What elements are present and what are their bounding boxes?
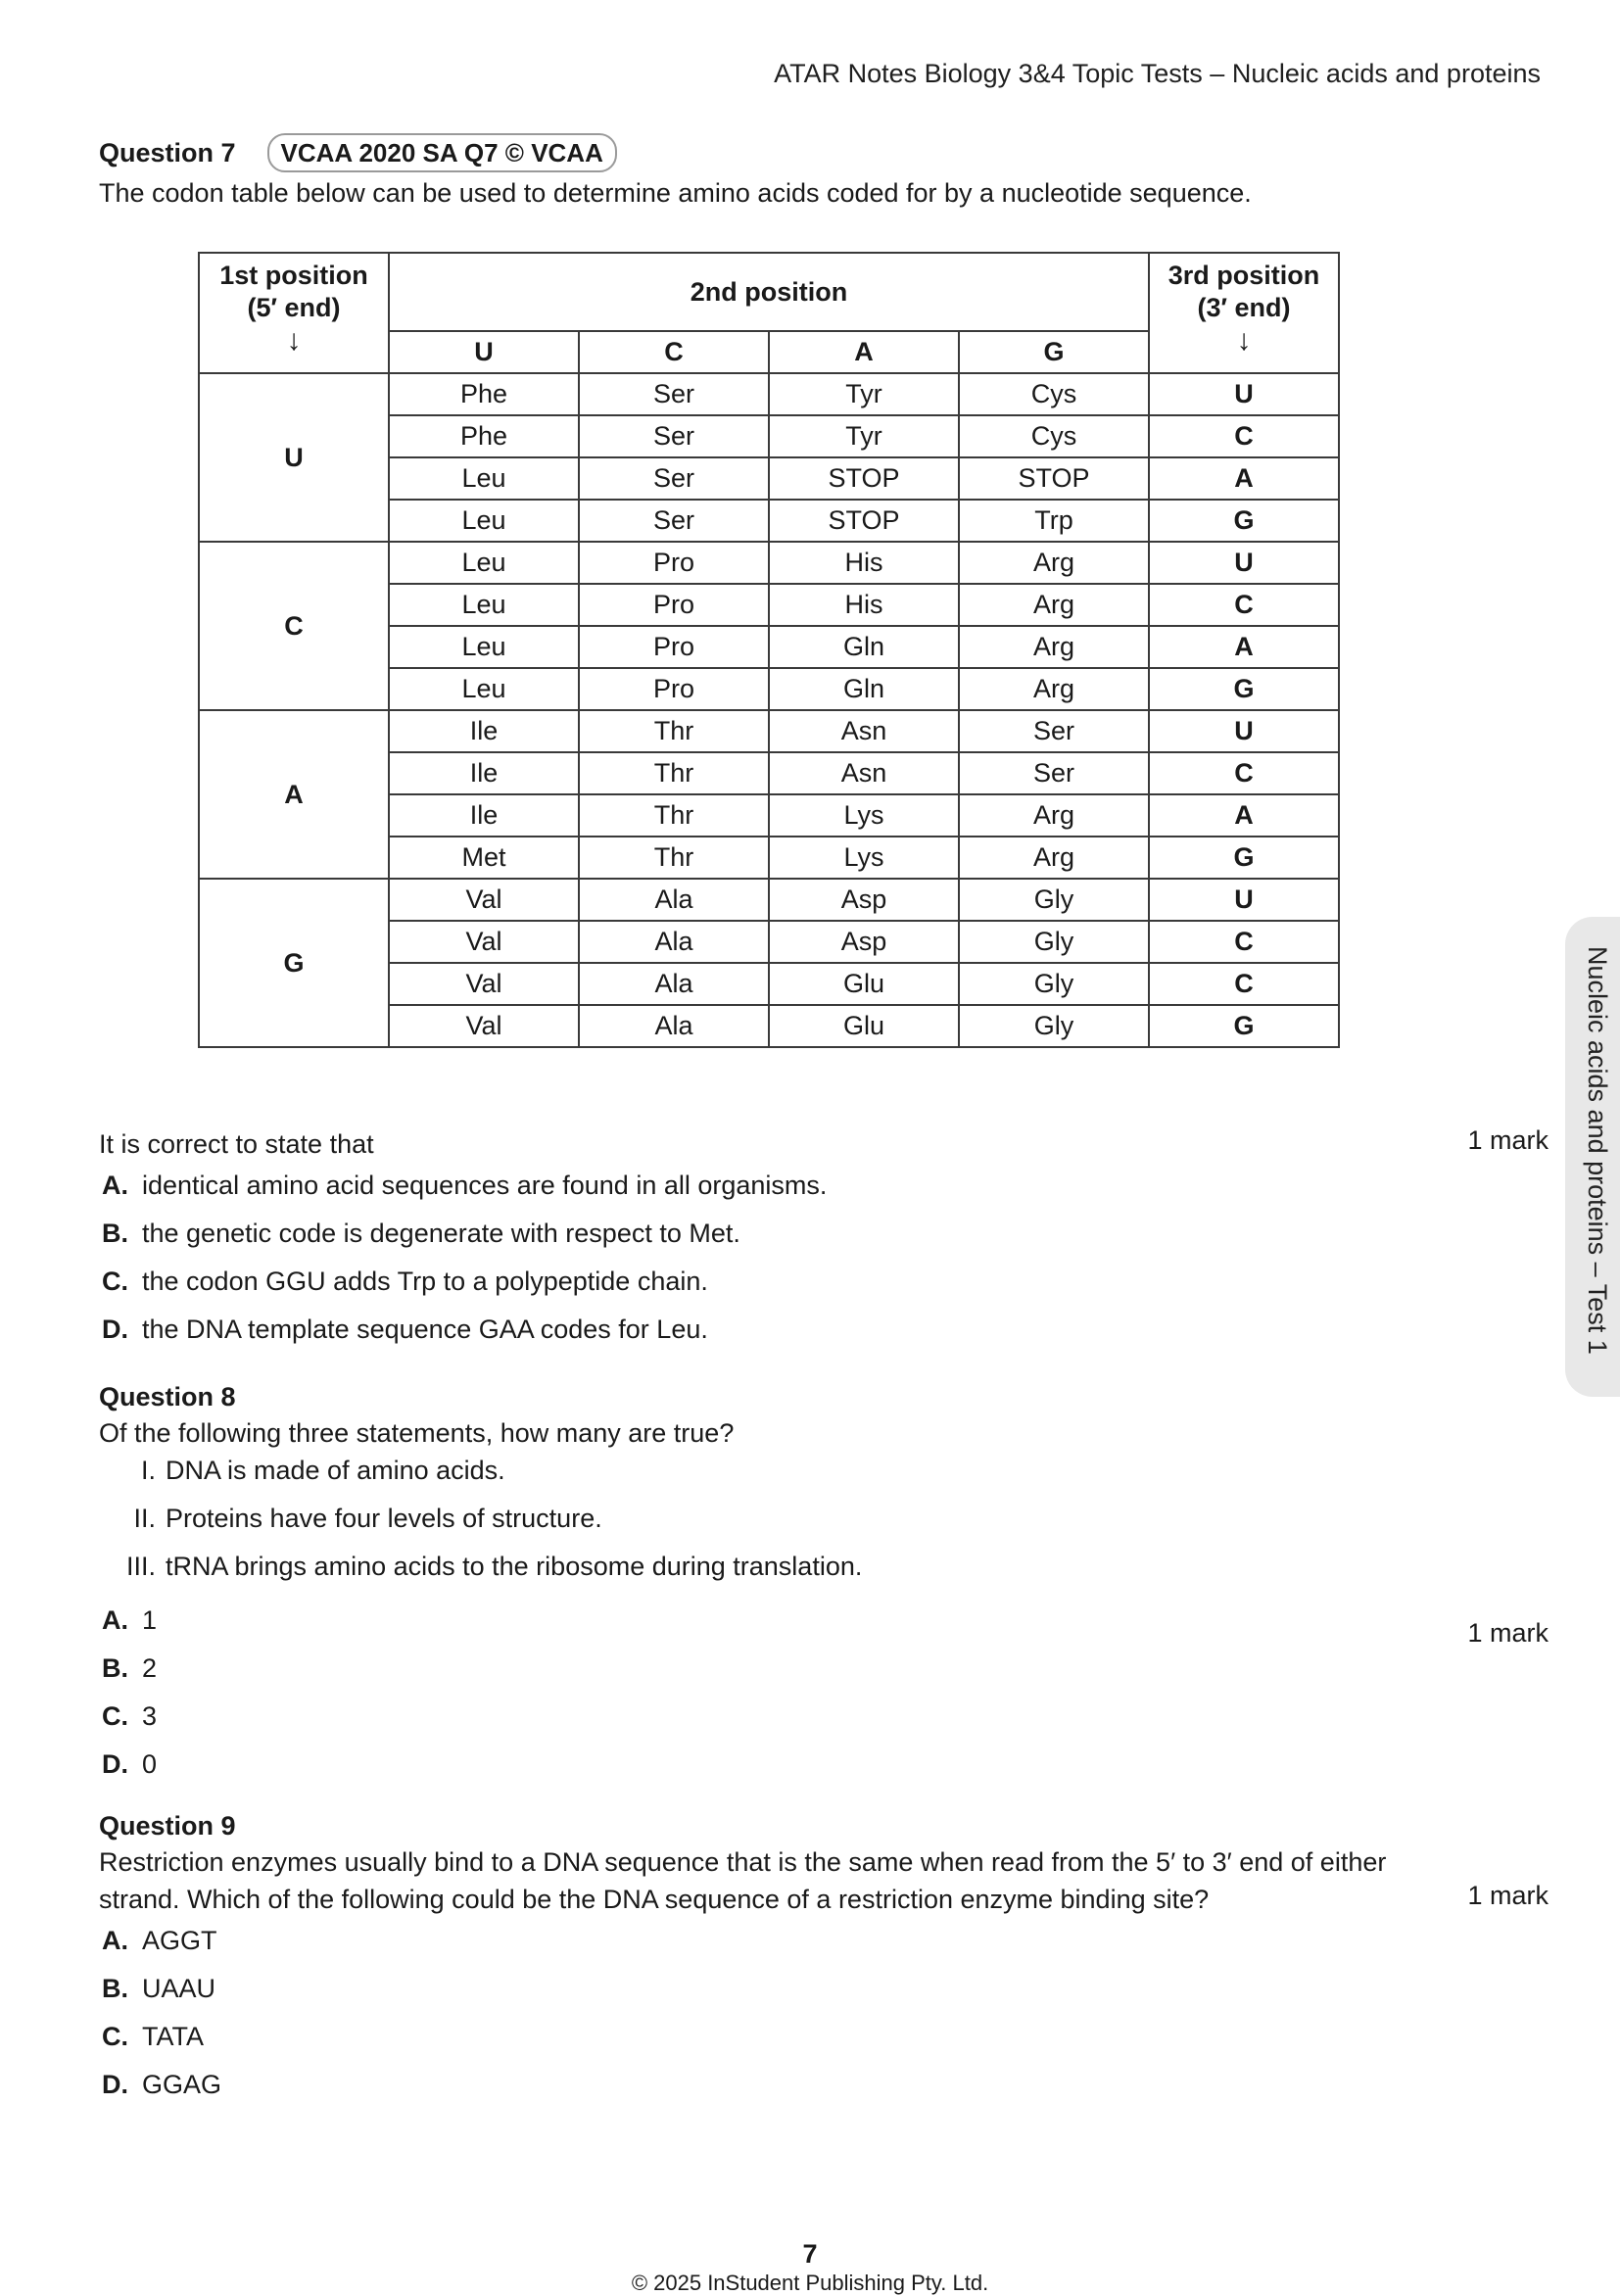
codon-table bbox=[198, 252, 1340, 1048]
option-b[interactable]: B. 2 bbox=[102, 1653, 158, 1683]
amino-acid-cell: Arg bbox=[959, 668, 1149, 710]
first-base-cell: C bbox=[199, 542, 389, 710]
statement-3: III. tRNA brings amino acids to the ribosome during translation. bbox=[125, 1552, 863, 1581]
third-base-cell: U bbox=[1149, 542, 1339, 584]
amino-acid-cell: Leu bbox=[389, 500, 579, 542]
amino-acid-cell: Thr bbox=[579, 710, 769, 752]
amino-acid-cell: Val bbox=[389, 921, 579, 963]
question-7-title: Question 7 bbox=[99, 138, 236, 167]
statement-1: I. DNA is made of amino acids. bbox=[140, 1456, 505, 1485]
third-base-cell: G bbox=[1149, 1005, 1339, 1047]
amino-acid-cell: Thr bbox=[579, 837, 769, 879]
amino-acid-cell: Pro bbox=[579, 668, 769, 710]
amino-acid-cell: Tyr bbox=[769, 415, 959, 457]
amino-acid-cell: Phe bbox=[389, 373, 579, 415]
second-position-header: 2nd position bbox=[389, 253, 1149, 331]
amino-acid-cell: Arg bbox=[959, 584, 1149, 626]
amino-acid-cell: Leu bbox=[389, 584, 579, 626]
amino-acid-cell: Glu bbox=[769, 1005, 959, 1047]
source-badge: VCAA 2020 SA Q7 © VCAA bbox=[267, 133, 617, 172]
option-d[interactable]: D. GGAG bbox=[102, 2070, 222, 2099]
second-base-g: G bbox=[959, 331, 1149, 373]
first-base-cell: G bbox=[199, 879, 389, 1047]
amino-acid-cell: Val bbox=[389, 879, 579, 921]
amino-acid-cell: Pro bbox=[579, 626, 769, 668]
question-8 bbox=[99, 1379, 1549, 1797]
amino-acid-cell: STOP bbox=[769, 457, 959, 500]
option-a[interactable]: A. 1 bbox=[102, 1605, 158, 1635]
third-base-cell: G bbox=[1149, 500, 1339, 542]
amino-acid-cell: Ser bbox=[579, 415, 769, 457]
amino-acid-cell: Asp bbox=[769, 921, 959, 963]
question-9-stem-line-1: Restriction enzymes usually bind to a DNA sequence that is the same when read from the 5′ to 3′ end of either bbox=[99, 1847, 1387, 1877]
amino-acid-cell: His bbox=[769, 584, 959, 626]
amino-acid-cell: Ala bbox=[579, 879, 769, 921]
codon-table-body bbox=[199, 373, 1339, 1047]
down-arrow-icon: ↓ bbox=[286, 324, 302, 357]
amino-acid-cell: Ser bbox=[959, 752, 1149, 794]
amino-acid-cell: Phe bbox=[389, 415, 579, 457]
third-base-cell: C bbox=[1149, 752, 1339, 794]
second-base-u: U bbox=[389, 331, 579, 373]
amino-acid-cell: Gly bbox=[959, 963, 1149, 1005]
amino-acid-cell: Met bbox=[389, 837, 579, 879]
copyright: © 2025 InStudent Publishing Pty. Ltd. bbox=[631, 2271, 989, 2295]
question-9 bbox=[99, 1808, 1549, 2118]
amino-acid-cell: Pro bbox=[579, 584, 769, 626]
amino-acid-cell: Ser bbox=[579, 500, 769, 542]
amino-acid-cell: Asp bbox=[769, 879, 959, 921]
amino-acid-cell: Leu bbox=[389, 626, 579, 668]
third-base-cell: U bbox=[1149, 710, 1339, 752]
third-base-cell: A bbox=[1149, 457, 1339, 500]
amino-acid-cell: Ser bbox=[579, 373, 769, 415]
amino-acid-cell: Gly bbox=[959, 1005, 1149, 1047]
running-header: ATAR Notes Biology 3&4 Topic Tests – Nucleic acids and proteins bbox=[774, 59, 1541, 88]
amino-acid-cell: Leu bbox=[389, 668, 579, 710]
question-9-stem-line-2: strand. Which of the following could be the DNA sequence of a restriction enzyme binding site? bbox=[99, 1885, 1210, 1914]
codon-row bbox=[199, 542, 1339, 584]
option-a[interactable]: A. AGGT bbox=[102, 1926, 217, 1955]
third-base-cell: C bbox=[1149, 584, 1339, 626]
amino-acid-cell: Gly bbox=[959, 879, 1149, 921]
amino-acid-cell: Ser bbox=[959, 710, 1149, 752]
option-d[interactable]: D. 0 bbox=[102, 1749, 158, 1779]
amino-acid-cell: Thr bbox=[579, 794, 769, 837]
second-base-a: A bbox=[769, 331, 959, 373]
third-base-cell: C bbox=[1149, 963, 1339, 1005]
amino-acid-cell: Leu bbox=[389, 542, 579, 584]
first-base-cell: A bbox=[199, 710, 389, 879]
question-7-header bbox=[99, 133, 1549, 212]
amino-acid-cell: Arg bbox=[959, 837, 1149, 879]
first-base-cell: U bbox=[199, 373, 389, 542]
amino-acid-cell: STOP bbox=[769, 500, 959, 542]
amino-acid-cell: Asn bbox=[769, 710, 959, 752]
amino-acid-cell: Thr bbox=[579, 752, 769, 794]
question-7-intro: The codon table below can be used to determine amino acids coded for by a nucleotide sequence. bbox=[99, 178, 1252, 208]
third-base-cell: A bbox=[1149, 626, 1339, 668]
codon-row bbox=[199, 710, 1339, 752]
amino-acid-cell: Asn bbox=[769, 752, 959, 794]
amino-acid-cell: Arg bbox=[959, 794, 1149, 837]
amino-acid-cell: Ile bbox=[389, 794, 579, 837]
amino-acid-cell: STOP bbox=[959, 457, 1149, 500]
question-8-stem: Of the following three statements, how many are true? bbox=[99, 1418, 735, 1448]
amino-acid-cell: Lys bbox=[769, 794, 959, 837]
question-7-answers bbox=[99, 1125, 1549, 1363]
codon-row bbox=[199, 373, 1339, 415]
amino-acid-cell: Ala bbox=[579, 1005, 769, 1047]
option-a[interactable]: A. identical amino acid sequences are found in all organisms. bbox=[102, 1171, 828, 1200]
third-base-cell: U bbox=[1149, 373, 1339, 415]
down-arrow-icon: ↓ bbox=[1236, 324, 1252, 357]
statement-2: II. Proteins have four levels of structure. bbox=[133, 1504, 602, 1533]
amino-acid-cell: Arg bbox=[959, 626, 1149, 668]
side-tab-label: Nucleic acids and proteins – Test 1 bbox=[1583, 946, 1612, 1355]
amino-acid-cell: Cys bbox=[959, 415, 1149, 457]
option-c[interactable]: C. TATA bbox=[102, 2022, 204, 2051]
amino-acid-cell: Leu bbox=[389, 457, 579, 500]
third-base-cell: C bbox=[1149, 415, 1339, 457]
third-base-cell: C bbox=[1149, 921, 1339, 963]
question-7-mark: 1 mark bbox=[1467, 1125, 1549, 1155]
amino-acid-cell: Gly bbox=[959, 921, 1149, 963]
third-base-cell: U bbox=[1149, 879, 1339, 921]
amino-acid-cell: Pro bbox=[579, 542, 769, 584]
question-8-title: Question 8 bbox=[99, 1382, 236, 1411]
question-9-mark: 1 mark bbox=[1467, 1881, 1549, 1910]
option-b[interactable]: B. the genetic code is degenerate with respect to Met. bbox=[102, 1219, 740, 1248]
third-base-cell: G bbox=[1149, 837, 1339, 879]
third-base-cell: A bbox=[1149, 794, 1339, 837]
amino-acid-cell: Cys bbox=[959, 373, 1149, 415]
codon-row bbox=[199, 879, 1339, 921]
third-base-cell: G bbox=[1149, 668, 1339, 710]
amino-acid-cell: Ala bbox=[579, 921, 769, 963]
amino-acid-cell: Gln bbox=[769, 668, 959, 710]
amino-acid-cell: Ser bbox=[579, 457, 769, 500]
amino-acid-cell: Lys bbox=[769, 837, 959, 879]
amino-acid-cell: Glu bbox=[769, 963, 959, 1005]
option-c[interactable]: C. the codon GGU adds Trp to a polypeptide chain. bbox=[102, 1267, 708, 1296]
amino-acid-cell: Gln bbox=[769, 626, 959, 668]
option-d[interactable]: D. the DNA template sequence GAA codes for Leu. bbox=[102, 1315, 708, 1344]
amino-acid-cell: Arg bbox=[959, 542, 1149, 584]
first-position-header: 1st position (5′ end) ↓ bbox=[199, 253, 389, 373]
page-number: 7 bbox=[802, 2239, 818, 2269]
option-c[interactable]: C. 3 bbox=[102, 1701, 158, 1731]
question-7-stem: It is correct to state that bbox=[99, 1129, 374, 1159]
second-base-c: C bbox=[579, 331, 769, 373]
amino-acid-cell: Ala bbox=[579, 963, 769, 1005]
question-8-mark: 1 mark bbox=[1467, 1618, 1549, 1648]
third-position-header: 3rd position (3′ end) ↓ bbox=[1149, 253, 1339, 373]
amino-acid-cell: Val bbox=[389, 1005, 579, 1047]
amino-acid-cell: Ile bbox=[389, 752, 579, 794]
amino-acid-cell: Tyr bbox=[769, 373, 959, 415]
amino-acid-cell: His bbox=[769, 542, 959, 584]
question-9-title: Question 9 bbox=[99, 1811, 236, 1841]
option-b[interactable]: B. UAAU bbox=[102, 1974, 216, 2003]
amino-acid-cell: Val bbox=[389, 963, 579, 1005]
amino-acid-cell: Trp bbox=[959, 500, 1149, 542]
amino-acid-cell: Ile bbox=[389, 710, 579, 752]
